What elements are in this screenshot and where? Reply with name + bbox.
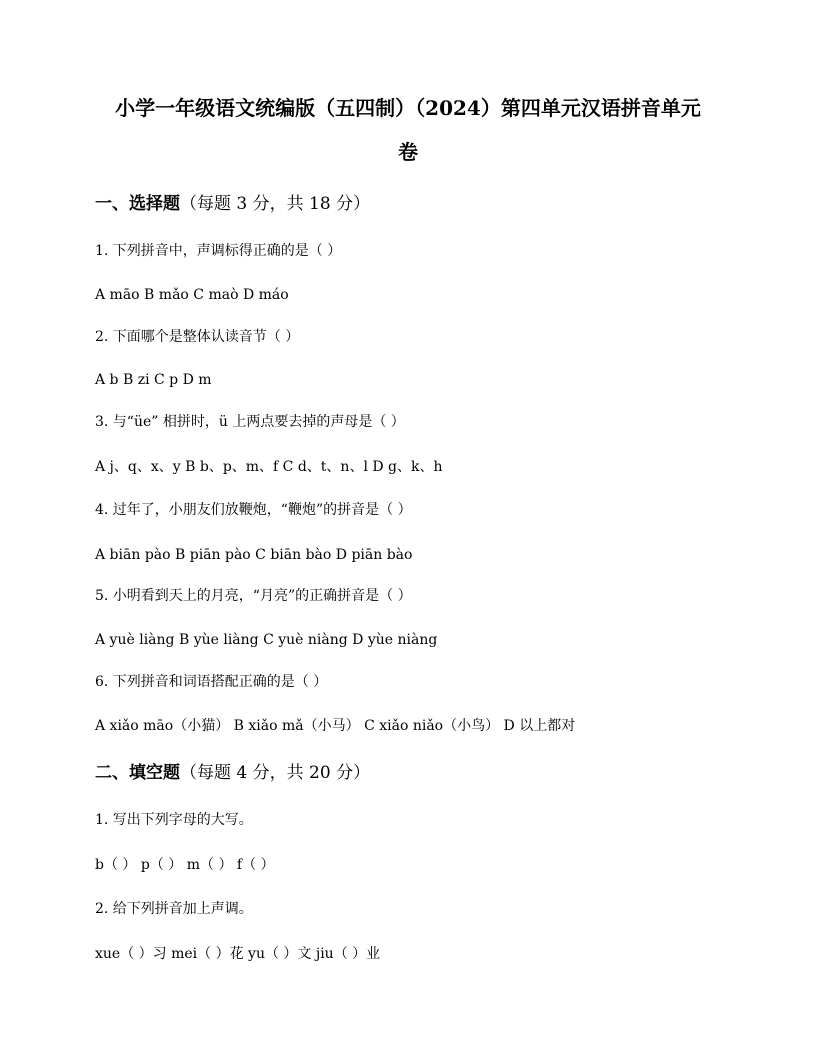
section-heading-choice-note: （每题 3 分，共 18 分） (180, 194, 371, 214)
section-heading-choice (95, 193, 370, 215)
question-4: 4. 过年了，小朋友们放鞭炮，“鞭炮”的拼音是（ ） (95, 502, 412, 518)
answer-options-2: A b B zi C p D m (95, 372, 212, 388)
question-6: 6. 下列拼音和词语搭配正确的是（ ） (95, 674, 328, 690)
document-title-line-2: 卷 (398, 140, 418, 164)
question-1: 1. 下列拼音中，声调标得正确的是（ ） (95, 243, 342, 259)
fill-blanks-2: xue（ ）习 mei（ ）花 yu（ ）文 jiu（ ）业 (95, 946, 381, 962)
answer-options-4: A biān pào B piān pào C biān bào D piān bào (95, 547, 413, 563)
fill-blanks-1: b（ ） p（ ） m（ ） f（ ） (95, 857, 275, 873)
section-heading-fill-blank-note: （每题 4 分，共 20 分） (180, 763, 371, 783)
answer-options-3: A j、q、x、y B b、p、m、f C d、t、n、l D g、k、h (95, 459, 443, 475)
section-heading-choice-label: 一、选择题 (95, 194, 180, 214)
question-2: 2. 下面哪个是整体认读音节（ ） (95, 329, 300, 345)
question-3: 3. 与“üe” 相拼时，ü 上两点要去掉的声母是（ ） (95, 414, 405, 430)
section-heading-fill-blank-label: 二、填空题 (95, 763, 180, 783)
question-5: 5. 小明看到天上的月亮，“月亮”的正确拼音是（ ） (95, 588, 412, 604)
fill-question-1: 1. 写出下列字母的大写。 (95, 812, 253, 828)
section-heading-fill-blank (95, 762, 370, 784)
fill-question-2: 2. 给下列拼音加上声调。 (95, 901, 253, 917)
document-title-line-1: 小学一年级语文统编版（五四制）（2024）第四单元汉语拼音单元 (115, 96, 701, 120)
answer-options-5: A yuè liàng B yùe liàng C yuè niàng D yùe niàng (95, 632, 438, 648)
answer-options-1: A māo B mǎo C maò D máo (95, 287, 289, 303)
answer-options-6: A xiǎo māo（小猫） B xiǎo mǎ（小马） C xiǎo niǎo（小鸟） D 以上都对 (95, 718, 576, 734)
